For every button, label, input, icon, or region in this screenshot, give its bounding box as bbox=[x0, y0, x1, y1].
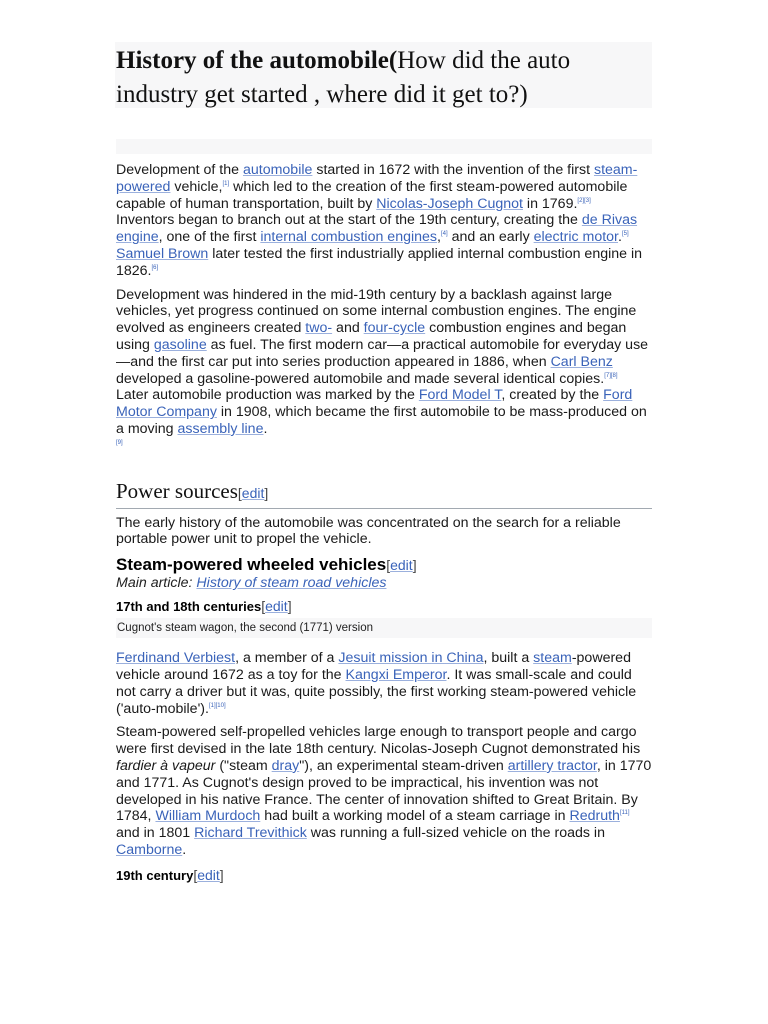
link-jesuit-mission[interactable]: Jesuit mission in China bbox=[338, 650, 484, 667]
link-steam[interactable]: steam bbox=[533, 650, 572, 667]
text: combustion engines and began using bbox=[116, 320, 627, 353]
link-electric-motor[interactable]: electric motor bbox=[533, 229, 618, 246]
text: Later automobile production was marked by the bbox=[116, 387, 419, 404]
text: as fuel. The first modern car—a practical automobile for everyday use—and the first car put into series production appeared in 1886, when bbox=[116, 336, 649, 370]
text: , created by the bbox=[501, 387, 604, 404]
section-heading-text: Steam-powered wheeled vehicles bbox=[116, 555, 387, 575]
text: ("steam bbox=[215, 757, 272, 774]
link-richard-trevithick[interactable]: Richard Trevithick bbox=[194, 825, 307, 842]
link-assembly-line[interactable]: assembly line bbox=[177, 420, 264, 437]
intro-paragraph-2 bbox=[116, 287, 652, 455]
edit-bracket: [ bbox=[386, 557, 391, 574]
main-article-note bbox=[116, 575, 652, 592]
text: , a member of a bbox=[235, 650, 339, 667]
section-heading-text: Power sources bbox=[116, 478, 238, 503]
link-ford-motor-company[interactable]: Ford Motor Company bbox=[116, 387, 633, 421]
reference-link[interactable]: [2][3] bbox=[577, 197, 591, 204]
link-samuel-brown[interactable]: Samuel Brown bbox=[116, 245, 209, 262]
intro-paragraph-1 bbox=[116, 162, 652, 280]
edit-bracket: ] bbox=[264, 484, 269, 501]
link-artillery-tractor[interactable]: artillery tractor bbox=[507, 757, 597, 774]
text: Steam-powered self-propelled vehicles large enough to transport people and cargo were first devised in the late 18th century. Nicolas-Joseph Cugnot demonstrated his bbox=[116, 724, 641, 758]
section-heading-text: 17th and 18th centuries bbox=[116, 599, 262, 615]
text: "), an experimental steam-driven bbox=[299, 757, 508, 774]
section-heading-text: 19th century bbox=[116, 867, 194, 883]
text: -powered vehicle around 1672 as a toy for the bbox=[116, 650, 631, 683]
edit-section bbox=[193, 867, 223, 883]
text: . bbox=[182, 841, 187, 858]
link-cugnot[interactable]: Nicolas-Joseph Cugnot bbox=[376, 195, 523, 212]
edit-link[interactable]: edit bbox=[197, 866, 220, 883]
reference-link[interactable]: [6] bbox=[151, 264, 159, 271]
text: , one of the first bbox=[158, 229, 261, 246]
page-title-rest: How did the auto industry get started , where did it get to?) bbox=[116, 47, 571, 108]
edit-bracket: ] bbox=[412, 557, 417, 574]
text: in 1908, which became the first automobile to be mass-produced on a moving bbox=[116, 404, 647, 437]
main-article-prefix: Main article: bbox=[116, 575, 197, 592]
link-automobile[interactable]: automobile bbox=[242, 162, 313, 178]
reference-link[interactable]: [7][8] bbox=[604, 372, 618, 379]
section-heading-power-sources bbox=[116, 479, 652, 509]
reference-link[interactable]: [5] bbox=[621, 231, 629, 238]
text: Development was hindered in the mid-19th century by a backlash against large vehicles, yet progress continued on some internal combustion engines. The engine evolved as engineers created bbox=[116, 286, 637, 337]
edit-link[interactable]: edit bbox=[265, 598, 288, 615]
edit-section bbox=[238, 485, 268, 501]
link-gasoline[interactable]: gasoline bbox=[153, 336, 207, 353]
link-william-murdoch[interactable]: William Murdoch bbox=[155, 808, 261, 825]
link-ford-model-t[interactable]: Ford Model T bbox=[418, 387, 502, 404]
text: developed a gasoline-powered automobile and made several identical copies. bbox=[116, 370, 605, 387]
text: was running a full-sized vehicle on the roads in bbox=[306, 825, 605, 842]
text: which led to the creation of the first steam-powered automobile capable of human transportation, built by bbox=[116, 178, 628, 212]
text: in 1769. bbox=[522, 195, 578, 212]
link-kangxi-emperor[interactable]: Kangxi Emperor bbox=[345, 666, 447, 683]
text: , in 1770 and 1771. As Cugnot's design proved to be impractical, his invention was not developed in his native France. The center of innovation shifted to Great Britain. By 1784, bbox=[116, 757, 652, 825]
text: started in 1672 with the invention of the first bbox=[312, 162, 594, 178]
edit-link[interactable]: edit bbox=[241, 484, 265, 501]
link-verbiest[interactable]: Ferdinand Verbiest bbox=[116, 650, 236, 667]
page-title bbox=[116, 44, 648, 112]
reference-link[interactable]: [1] bbox=[222, 180, 230, 187]
power-sources-paragraph: The early history of the automobile was concentrated on the search for a reliable portable power unit to propel the vehicle. bbox=[116, 514, 621, 548]
text: and an early bbox=[447, 229, 534, 246]
text: Development of the bbox=[116, 162, 243, 178]
link-steam-powered[interactable]: steam-powered bbox=[116, 162, 638, 195]
edit-bracket: [ bbox=[193, 866, 198, 883]
link-camborne[interactable]: Camborne bbox=[116, 841, 183, 858]
section-heading-17th-18th bbox=[116, 597, 652, 616]
edit-bracket: ] bbox=[287, 598, 292, 615]
reference-link[interactable]: [11] bbox=[619, 810, 630, 817]
text: , bbox=[437, 229, 441, 246]
text: . It was small-scale and could not carry a driver but it was, quite possibly, the first working steam-powered vehicle ('auto-mobile'). bbox=[116, 666, 637, 717]
fardier-italic: fardier à vapeur bbox=[116, 757, 216, 774]
edit-section bbox=[386, 557, 416, 573]
link-two-stroke[interactable]: two- bbox=[305, 320, 333, 337]
edit-section bbox=[261, 598, 291, 614]
article bbox=[116, 42, 652, 885]
edit-bracket: ] bbox=[219, 866, 224, 883]
link-dray[interactable]: dray bbox=[271, 757, 300, 774]
link-redruth[interactable]: Redruth bbox=[569, 808, 620, 825]
link-carl-benz[interactable]: Carl Benz bbox=[550, 353, 613, 370]
reference-link[interactable]: [1][10] bbox=[208, 702, 226, 709]
reference-link[interactable]: [4] bbox=[440, 231, 448, 238]
image-caption: Cugnot's steam wagon, the second (1771) version bbox=[116, 618, 652, 638]
title-box bbox=[115, 42, 652, 108]
reference-link[interactable]: [9] bbox=[116, 439, 123, 446]
edit-link[interactable]: edit bbox=[390, 557, 413, 574]
edit-bracket: [ bbox=[237, 484, 242, 501]
section-heading-19th-century bbox=[116, 866, 652, 885]
text: Inventors began to branch out at the start of the 19th century, creating the bbox=[116, 212, 582, 229]
link-internal-combustion-engines[interactable]: internal combustion engines bbox=[260, 229, 438, 246]
text: . bbox=[618, 229, 622, 246]
cugnot-paragraph bbox=[116, 724, 652, 858]
verbiest-paragraph bbox=[116, 650, 652, 717]
link-main-article[interactable]: History of steam road vehicles bbox=[196, 575, 387, 592]
link-four-cycle[interactable]: four-cycle bbox=[363, 320, 426, 337]
text: vehicle, bbox=[170, 178, 223, 195]
text: had built a working model of a steam carriage in bbox=[260, 808, 570, 825]
page-title-bold: History of the automobile( bbox=[116, 47, 398, 74]
text: later tested the first industrially applied internal combustion engine in 1826. bbox=[116, 245, 643, 279]
text: and in 1801 bbox=[116, 825, 195, 842]
text: . bbox=[263, 420, 268, 437]
text: and bbox=[332, 320, 364, 337]
link-de-rivas-engine[interactable]: de Rivas engine bbox=[116, 212, 638, 246]
text: , built a bbox=[483, 650, 534, 667]
section-heading-steam-powered bbox=[116, 555, 652, 575]
gray-bar bbox=[116, 139, 652, 154]
edit-bracket: [ bbox=[261, 598, 266, 615]
